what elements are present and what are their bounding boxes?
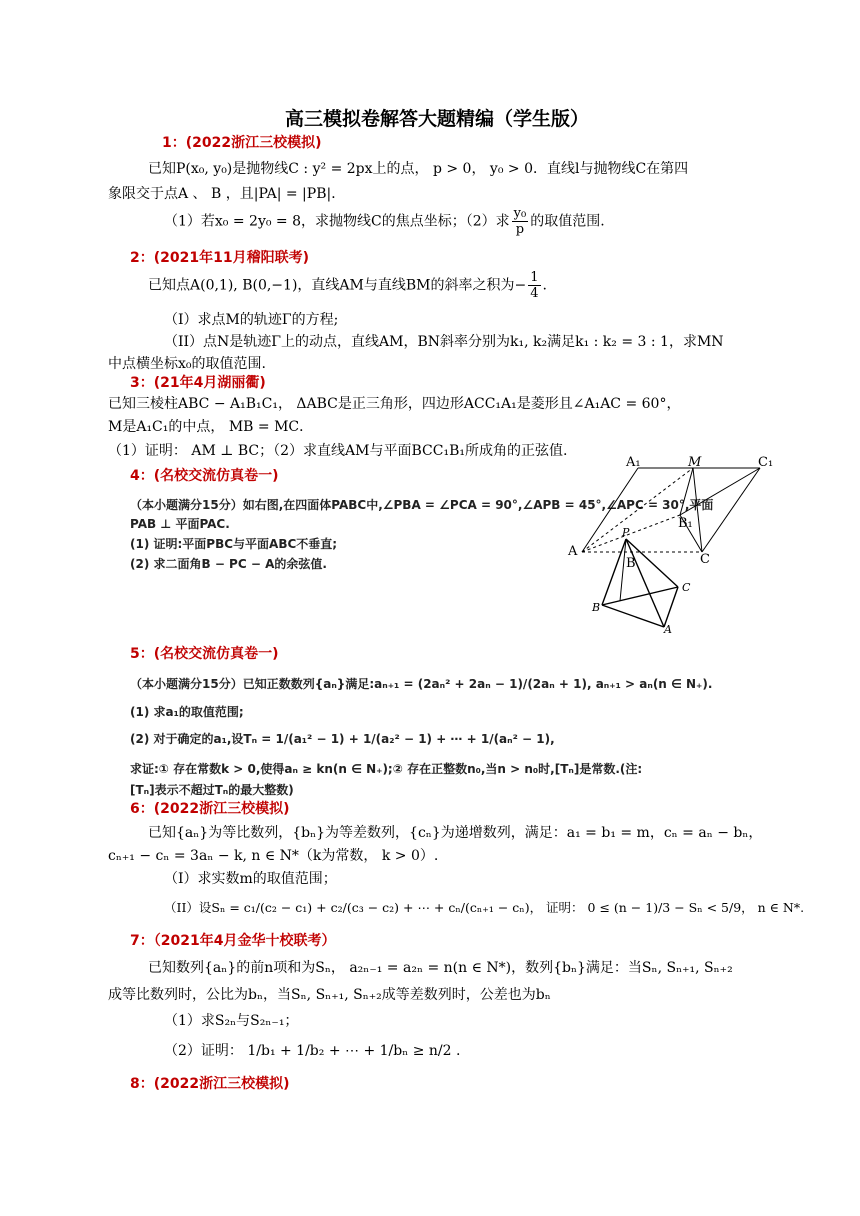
problem-2-line-2: （I）求点M的轨迹Γ的方程; — [164, 312, 339, 328]
problem-2-line-1: 已知点A(0,1), B(0,−1)，直线AM与直线BM的斜率之积为− $\frac{1}{4}$ . — [148, 270, 547, 301]
prism-label-c: C — [700, 552, 710, 567]
problem-1-line-1: 已知P(x₀, y₀)是抛物线C : y² = 2px上的点， p > 0， y₀ > 0．直线l与抛物线C在第四 — [148, 161, 689, 177]
problem-6-line-4: （II）设Sₙ = c₁/(c₂ − c₁) + c₂/(c₃ − c₂) + ⋯ + cₙ/(cₙ₊₁ − cₙ)， 证明： 0 ≤ (n − 1)/3 − Sₙ < 5/9， n ∈ N*. — [164, 900, 805, 915]
problem-5-heading: 5：(名校交流仿真卷一) — [130, 646, 279, 662]
problem-1-line-2: 象限交于点A 、 B ，且|PA| = |PB|． — [108, 186, 346, 202]
problem-2-line-1-text: 已知点A(0,1), B(0,−1)，直线AM与直线BM的斜率之积为− — [148, 277, 527, 294]
problem-2-line-3: （II）点N是轨迹Γ上的动点，直线AM，BN斜率分别为k₁, k₂满足k₁ : k₂ = 3 : 1，求MN — [164, 334, 724, 350]
problem-3-line-1: 已知三棱柱ABC − A₁B₁C₁， ΔABC是正三角形，四边形ACC₁A₁是菱形且∠A₁AC = 60°， — [108, 396, 681, 412]
tetra-label-c: C — [682, 581, 691, 594]
problem-6-line-2: cₙ₊₁ − cₙ = 3aₙ − k, n ∈ N*（k为常数， k > 0）. — [108, 848, 439, 864]
problem-2-fraction — [528, 270, 540, 301]
page-title: 高三模拟卷解答大题精编（学生版） — [285, 108, 590, 130]
problem-1-frac-num: y₀ — [513, 206, 527, 221]
prism-label-b: B — [626, 556, 636, 570]
problem-2-heading: 2：(2021年11月稽阳联考) — [130, 250, 309, 266]
problem-6-line-1: 已知{aₙ}为等比数列，{bₙ}为等差数列，{cₙ}为递增数列，满足：a₁ = b₁ = m，cₙ = aₙ − bₙ， — [148, 825, 763, 841]
prism-label-m: M — [688, 455, 702, 470]
problem-7-line-1: 已知数列{aₙ}的前n项和为Sₙ， a₂ₙ₋₁ = a₂ₙ = n(n ∈ N*)，数列{bₙ}满足：当Sₙ, Sₙ₊₁, Sₙ₊₂ — [148, 960, 733, 976]
problem-3-heading: 3：(21年4月湖丽衢) — [130, 375, 266, 391]
problem-1-heading: 1：(2022浙江三校模拟) — [162, 135, 322, 151]
problem-6-line-3: （I）求实数m的取值范围； — [164, 871, 337, 887]
problem-4-line-4: (2) 求二面角B − PC − A的余弦值. — [130, 557, 327, 571]
problem-5-line-3: (2) 对于确定的a₁,设Tₙ = 1/(a₁² − 1) + 1/(a₂² − 1) + ⋯ + 1/(aₙ² − 1), — [130, 732, 555, 746]
problem-7-line-4: （2）证明： 1/b₁ + 1/b₂ + ⋯ + 1/bₙ ≥ n/2 . — [164, 1043, 461, 1059]
problem-3-line-3: （1）证明： AM ⊥ BC；（2）求直线AM与平面BCC₁B₁所成角的正弦值. — [108, 443, 568, 459]
problem-2-frac-den: 4 — [530, 286, 539, 301]
problem-1-line-3-tail: 的取值范围. — [530, 213, 605, 230]
prism-label-a1: A₁ — [626, 455, 641, 470]
problem-5-line-5: [Tₙ]表示不超过Tₙ的最大整数) — [130, 783, 294, 797]
prism-label-b1: B₁ — [678, 516, 693, 531]
problem-5-line-1: （本小题满分15分）已知正数数列{aₙ}满足:aₙ₊₁ = (2aₙ² + 2aₙ − 1)/(2aₙ + 1), aₙ₊₁ > aₙ(n ∈ N₊). — [130, 677, 713, 691]
problem-3-line-2: M是A₁C₁的中点， MB = MC． — [108, 419, 314, 435]
problem-1-line-3 — [164, 206, 605, 237]
problem-4-heading: 4：(名校交流仿真卷一) — [130, 468, 279, 484]
tetra-label-p: P — [622, 526, 630, 539]
problem-7-line-3: （1）求S₂ₙ与S₂ₙ₋₁； — [164, 1013, 299, 1029]
problem-6-heading: 6：(2022浙江三校模拟) — [130, 801, 290, 817]
problem-7-heading: 7：（2021年4月金华十校联考） — [130, 933, 336, 949]
problem-5-line-4: 求证:① 存在常数k > 0,使得aₙ ≥ kn(n ∈ N₊);② 存在正整数n₀,当n > n₀时,[Tₙ]是常数.(注: — [130, 762, 643, 776]
problem-2-line-4: 中点横坐标x₀的取值范围. — [108, 356, 266, 372]
tetra-label-a: A — [664, 623, 672, 635]
problem-7-line-2: 成等比数列时，公比为bₙ，当Sₙ, Sₙ₊₁, Sₙ₊₂成等差数列时，公差也为bₙ — [108, 987, 551, 1003]
problem-4-line-2: PAB ⊥ 平面PAC. — [130, 517, 230, 531]
problem-4-line-1: （本小题满分15分）如右图,在四面体PABC中,∠PBA = ∠PCA = 90°,∠APB = 45°,∠APC = 30°,平面 — [130, 498, 714, 512]
problem-5-line-2: (1) 求a₁的取值范围; — [130, 705, 244, 719]
problem-1-frac-den: p — [515, 222, 525, 237]
prism-label-c1: C₁ — [758, 455, 774, 470]
tetrahedron-figure — [580, 525, 710, 635]
problem-8-heading: 8：(2022浙江三校模拟) — [130, 1076, 290, 1092]
problem-4-line-3: (1) 证明:平面PBC与平面ABC不垂直; — [130, 537, 338, 551]
problem-1-line-3-text: （1）若x₀ = 2y₀ = 8，求抛物线C的焦点坐标；（2）求 — [164, 213, 510, 230]
prism-label-a: A — [568, 544, 578, 559]
tetra-label-b: B — [592, 601, 601, 614]
problem-2-frac-num: 1 — [530, 270, 539, 285]
problem-1-fraction — [512, 206, 529, 237]
